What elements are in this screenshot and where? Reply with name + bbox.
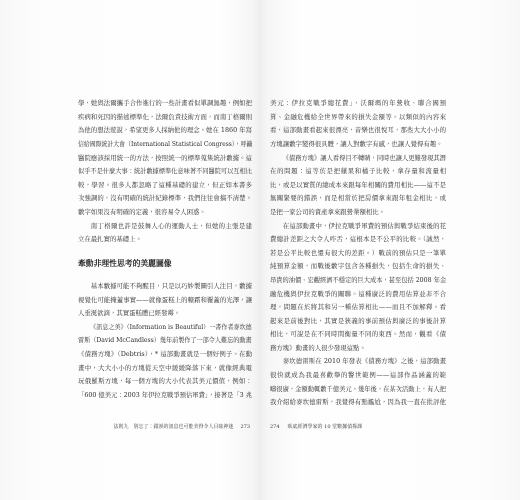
text-line: 基本數據可能不夠醒目，只是以巧妙製圖引人注目，數據: [90, 282, 252, 291]
text-line: 我介紹給麥坎德雷斯，我覺得有點尷尬，因為我一直在批評他: [270, 398, 446, 407]
text-line: 費總計差距之大令人咋舌，這根本是不公平的比較。（誠然，: [270, 235, 446, 244]
text-line: 《訊息之美》（Information is Beautiful）一書作者麥坎德: [90, 322, 252, 331]
running-footer: 臥底經濟學家的 10 堂數據偵探課: [287, 424, 363, 430]
page-number: 273: [240, 424, 250, 430]
text-line: 若是公平比較也還有很大的差距。）戰前的預估只是一筆單: [270, 248, 446, 257]
paragraph: [78, 321, 252, 403]
paragraph: [270, 355, 446, 409]
text-line: 方塊讓數字變得很具體，讓人對數字有感，也讓人覺得有趣。: [270, 139, 443, 148]
text-line: 美元：伊拉克戰爭總花費」，沃爾瑪的年營收、聯合國預: [270, 99, 446, 108]
text-line: 算、金融危機給全世界帶來的損失金額等。以類似的內容來: [270, 112, 446, 121]
text-line: 純預算金額，而戰後數字包含各種損失，包括生命的損失、: [270, 262, 446, 271]
text-line: 醫院應該採用統一的方法，按照統一的標準蒐集統計數據。這: [78, 153, 252, 162]
right-page-footer: [270, 423, 362, 431]
text-line: 畫中，大大小小的方塊從天空中緩緩降落下來，就像經典電: [78, 363, 252, 372]
text-line: 較，學習。很多人都忽略了這種基礎的建立，但正如本書多: [78, 180, 252, 189]
text-line: 玩俄羅斯方塊，每一個方塊的大小代表其美元價值，例如：: [78, 377, 252, 386]
text-line: 相比，可說是在不同時間衡量不同的東西。然而，觀看《債: [270, 330, 446, 339]
text-line: 南丁格爾也許是鼓舞人心的運動人士，但她的主張是建: [90, 221, 252, 230]
text-line: 務方塊》動畫的人很少發現這點。: [270, 343, 366, 352]
text-line: 在這部動畫中，伊拉克戰爭軍費的預估與戰爭結束後的花: [282, 221, 446, 230]
section-heading: 牽動非理性思考的美麗圖像: [78, 258, 172, 268]
text-line: 看，這部動畫看起來很漂亮，音樂也很悅耳，那些大大小小的: [270, 126, 446, 135]
text-line: 信給國際統計大會（International Statistical Congress），呼籲: [78, 139, 253, 148]
text-line: 視覺化可能掩蓋事實——就像蛋糕上的糖霜和覆蓋的光澤，讓: [78, 295, 252, 304]
text-line: 「600 億美元：2003 年伊拉克戰爭預估軍費」，接著是「3 兆: [78, 390, 253, 399]
text-line: 學，她與法爾攜手合作進行的一些計畫看似單調無趣，例如把: [78, 99, 252, 108]
left-page-footer: [113, 423, 250, 431]
text-line: 疇很廣，金額動輒數千億美元。幾年後，在某次活動上，有人把: [270, 384, 446, 393]
paragraph: [78, 97, 252, 219]
text-line: 很快就成為我最喜歡舉的警世範例——這部作品涵蓋的範: [270, 371, 446, 380]
page-number: 274: [270, 424, 280, 430]
text-line: 在的問題：這等於是把蘋果和橘子比較，拿存量和流量相: [270, 167, 446, 176]
paragraph: [270, 152, 446, 220]
text-line: 比，或是以實質的總成本來跟每年相關的費用相比——這不是: [270, 180, 446, 189]
text-line: 數字如果沒有明確的定義，很容易令人困惑。: [78, 207, 206, 216]
paragraph: [270, 97, 446, 151]
text-line: 昂貴的油價、宏觀經濟不穩定的巨大成本，甚至包括 2008 年金: [270, 275, 447, 284]
text-line: 為他的想法遊說，希望更多人採納他的理念。她在 1860 年寫: [78, 126, 252, 135]
text-line: 無關緊要的錯誤，而是相當於把房價拿來跟年租金相比，或: [270, 194, 446, 203]
paragraph: [78, 280, 252, 321]
text-line: 起來是前後對比，其實是狹義的事前預估與廣泛的事後計算: [270, 316, 446, 325]
paragraph: [270, 220, 446, 356]
text-line: 理，問題在於將其和另一種估算相比——而且不加解釋。看: [270, 303, 446, 312]
text-line: 立在最扎實的基礎上。: [78, 235, 142, 244]
text-line: 次強調的，沒有明確的統計紀錄標準，我們往往會搞不清楚。: [78, 194, 252, 203]
text-line: 麥坎德雷斯在 2010 年發表《債務方塊》之後，這部動畫: [282, 357, 446, 366]
text-line: 人垂涎欲滴，其實蛋糕體已經發霉。: [78, 309, 181, 318]
text-line: 疾病和死因的描述標準化，法爾負責技術方面，而南丁格爾則: [78, 112, 252, 121]
left-page-text: [78, 97, 252, 402]
text-line: 雷斯（David McCandless）幾年前製作了一部令人難忘的動畫: [78, 336, 252, 345]
text-line: 《債務方塊》（Debtris），* 這部動畫就是一個好例子。在動: [78, 350, 252, 359]
right-page-text: [270, 97, 446, 410]
running-footer: 法則九 別忘了：錯誤的訊息也可能美得令人目眩神迷: [113, 424, 234, 430]
text-line: 融危機與伊拉克戰爭的關聯。這種廣泛的費用估算並非不合: [270, 289, 446, 298]
text-line: 是把一家公司的資產拿來跟營業額相比。: [270, 207, 386, 216]
text-line: 似乎不是什麼大事：統計數據標準化意味著不同醫院可以互相比: [78, 167, 252, 176]
text-line: 《債務方塊》讓人看得目不轉睛，同時也讓人更難發現其潛: [282, 153, 446, 162]
paragraph: [78, 220, 252, 247]
